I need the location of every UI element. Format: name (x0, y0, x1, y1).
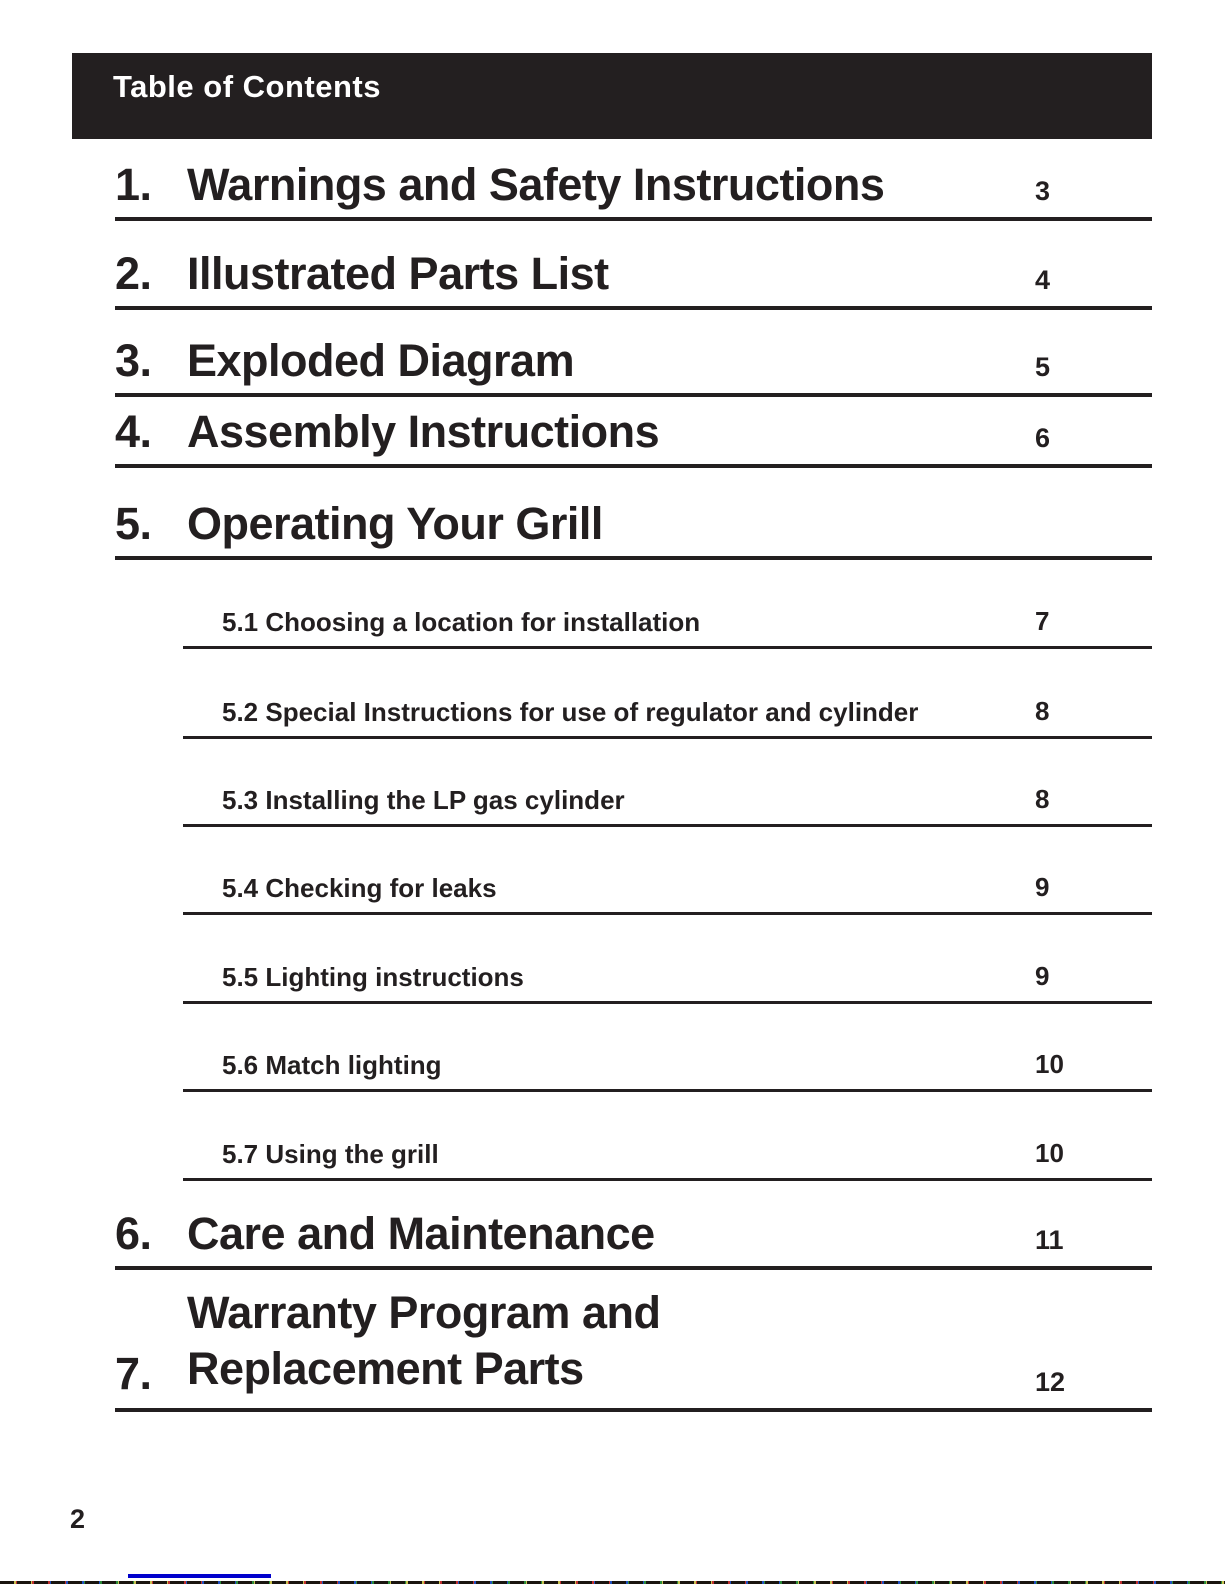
subentry-title: 5.1 Choosing a location for installation (222, 607, 701, 638)
entry-number: 1. (115, 159, 152, 211)
toc-subentry-lp-cylinder (183, 775, 1152, 827)
subentry-title: 5.5 Lighting instructions (222, 962, 524, 993)
subentry-page-number: 7 (1035, 606, 1050, 636)
entry-page-number: 11 (1035, 1225, 1064, 1255)
toc-subentry-match-lighting (183, 1040, 1152, 1092)
entry-title (187, 1285, 660, 1398)
subentry-page-number: 9 (1035, 872, 1050, 902)
accent-line (128, 1574, 271, 1578)
toc-subentry-lighting (183, 952, 1152, 1004)
entry-page-number: 4 (1035, 265, 1051, 295)
subentry-title: 5.2 Special Instructions for use of regulator and cylinder (222, 697, 919, 728)
subentry-title: 5.4 Checking for leaks (222, 873, 497, 904)
entry-number: 3. (115, 335, 152, 387)
subentry-title: 5.3 Installing the LP gas cylinder (222, 785, 625, 816)
entry-page-number: 5 (1035, 352, 1051, 382)
toc-subentry-regulator (183, 687, 1152, 739)
toc-entry-operating (115, 490, 1152, 560)
subentry-page-number: 9 (1035, 961, 1050, 991)
entry-number: 2. (115, 248, 152, 300)
entry-number: 7. (115, 1348, 152, 1400)
toc-entry-warranty (115, 1282, 1152, 1412)
entry-title: Operating Your Grill (187, 498, 603, 550)
page-title: Table of Contents (113, 69, 381, 104)
entry-title-line1: Warranty Program and (187, 1286, 661, 1338)
toc-subentry-location (183, 597, 1152, 649)
subentry-page-number: 10 (1035, 1049, 1064, 1079)
entry-title: Assembly Instructions (187, 406, 660, 458)
header-bar (72, 53, 1152, 139)
footer-page-number: 2 (70, 1504, 86, 1534)
toc-entry-exploded-diagram (115, 327, 1152, 397)
entry-title: Exploded Diagram (187, 335, 575, 387)
toc-subentry-leaks (183, 863, 1152, 915)
toc-entry-care-maintenance (115, 1200, 1152, 1270)
entry-title: Care and Maintenance (187, 1208, 655, 1260)
toc-subentry-using-grill (183, 1129, 1152, 1181)
toc-entry-assembly (115, 398, 1152, 468)
subentry-page-number: 8 (1035, 784, 1050, 814)
toc-entry-warnings (115, 151, 1152, 221)
entry-number: 4. (115, 406, 152, 458)
entry-title: Warnings and Safety Instructions (187, 159, 885, 211)
entry-title: Illustrated Parts List (187, 248, 609, 300)
entry-page-number: 12 (1035, 1367, 1066, 1397)
entry-number: 6. (115, 1208, 152, 1260)
entry-page-number: 6 (1035, 423, 1051, 453)
subentry-title: 5.6 Match lighting (222, 1050, 442, 1081)
entry-title-line2: Replacement Parts (187, 1343, 584, 1395)
subentry-title: 5.7 Using the grill (222, 1139, 439, 1170)
toc-entry-parts-list (115, 240, 1152, 310)
page-edge-line (0, 1581, 1225, 1584)
subentry-page-number: 10 (1035, 1138, 1064, 1168)
subentry-page-number: 8 (1035, 696, 1050, 726)
entry-page-number: 3 (1035, 176, 1051, 206)
entry-number: 5. (115, 498, 152, 550)
